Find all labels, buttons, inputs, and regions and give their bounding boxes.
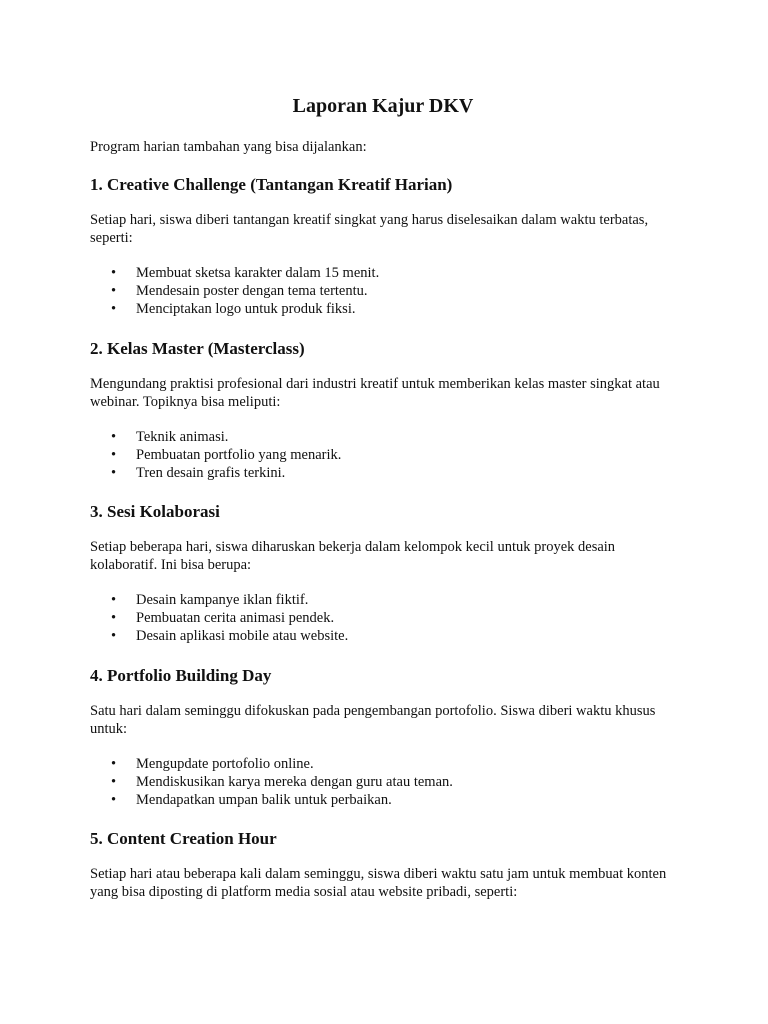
bullet-icon: • [111, 265, 117, 281]
section-heading: 2. Kelas Master (Masterclass) [90, 339, 305, 358]
list-item-text: Mendapatkan umpan balik untuk perbaikan. [136, 792, 392, 808]
list-item [90, 773, 685, 791]
list-item [90, 591, 685, 609]
bullet-icon: • [111, 447, 117, 463]
list-item-text: Desain aplikasi mobile atau website. [136, 628, 349, 644]
section-paragraph: Mengundang praktisi profesional dari industri kreatif untuk memberikan kelas master singkat atau webinar. Topiknya bisa meliputi: [90, 376, 660, 410]
section-heading: 3. Sesi Kolaborasi [90, 502, 220, 521]
list-item [90, 464, 685, 482]
bullet-list [90, 264, 685, 318]
section-creative-challenge [90, 175, 685, 318]
list-item [90, 755, 685, 773]
list-item-text: Tren desain grafis terkini. [136, 465, 286, 481]
bullet-icon: • [111, 429, 117, 445]
list-item [90, 627, 685, 645]
section-paragraph: Setiap hari atau beberapa kali dalam seminggu, siswa diberi waktu satu jam untuk membuat konten yang bisa diposting di platform media sosial atau website pribadi, seperti: [90, 866, 667, 900]
bullet-icon: • [111, 628, 117, 644]
list-item [90, 609, 685, 627]
bullet-icon: • [111, 592, 117, 608]
list-item-text: Mengupdate portofolio online. [136, 756, 314, 772]
bullet-icon: • [111, 283, 117, 299]
list-item [90, 446, 685, 464]
list-item [90, 428, 685, 446]
bullet-list [90, 755, 685, 809]
list-item [90, 282, 685, 300]
section-portfolio-building [90, 666, 685, 809]
list-item-text: Menciptakan logo untuk produk fiksi. [136, 301, 356, 317]
list-item-text: Desain kampanye iklan fiktif. [136, 592, 309, 608]
bullet-icon: • [111, 465, 117, 481]
list-item-text: Membuat sketsa karakter dalam 15 menit. [136, 265, 380, 281]
intro-text: Program harian tambahan yang bisa dijalankan: [90, 139, 367, 155]
document-title: Laporan Kajur DKV [292, 95, 474, 117]
list-item-text: Pembuatan cerita animasi pendek. [136, 610, 335, 626]
list-item-text: Teknik animasi. [136, 429, 229, 445]
bullet-list [90, 591, 685, 645]
bullet-list [90, 428, 685, 482]
bullet-icon: • [111, 774, 117, 790]
list-item [90, 791, 685, 809]
list-item-text: Mendiskusikan karya mereka dengan guru atau teman. [136, 774, 453, 790]
section-kolaborasi [90, 502, 685, 645]
list-item-text: Mendesain poster dengan tema tertentu. [136, 283, 368, 299]
section-content-creation [90, 829, 685, 901]
list-item-text: Pembuatan portfolio yang menarik. [136, 447, 342, 463]
section-heading: 5. Content Creation Hour [90, 829, 277, 848]
bullet-icon: • [111, 610, 117, 626]
bullet-icon: • [111, 756, 117, 772]
bullet-icon: • [111, 792, 117, 808]
section-paragraph: Setiap beberapa hari, siswa diharuskan bekerja dalam kelompok kecil untuk proyek desain kolaboratif. Ini bisa berupa: [90, 539, 616, 573]
list-item [90, 264, 685, 282]
list-item [90, 300, 685, 318]
section-heading: 1. Creative Challenge (Tantangan Kreatif Harian) [90, 175, 453, 194]
section-masterclass [90, 339, 685, 482]
section-paragraph: Satu hari dalam seminggu difokuskan pada pengembangan portofolio. Siswa diberi waktu khusus untuk: [90, 703, 656, 737]
section-heading: 4. Portfolio Building Day [90, 666, 272, 685]
bullet-icon: • [111, 301, 117, 317]
section-paragraph: Setiap hari, siswa diberi tantangan kreatif singkat yang harus diselesaikan dalam waktu terbatas, seperti: [90, 212, 649, 246]
